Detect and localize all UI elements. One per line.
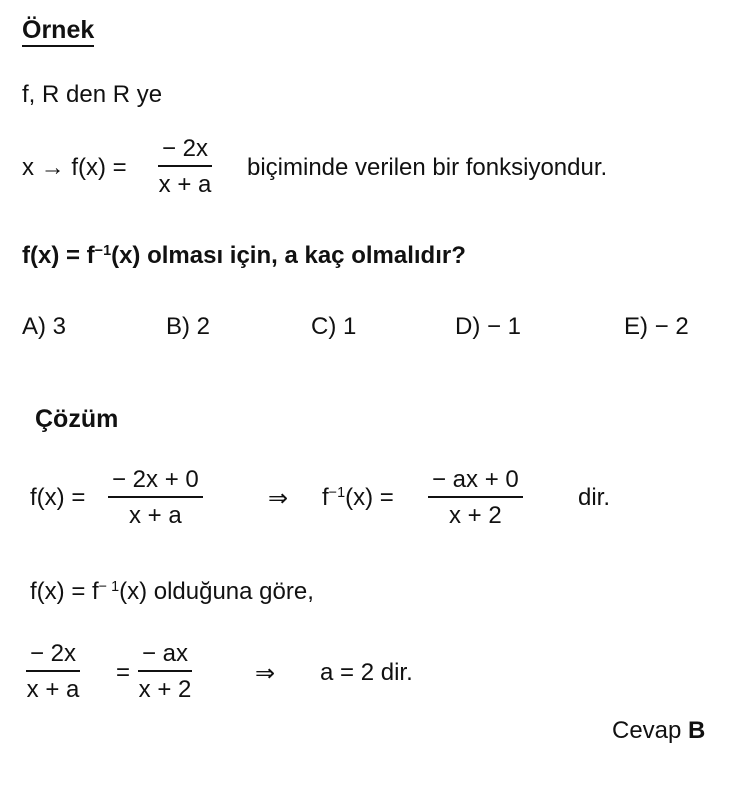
- solution-title: Çözüm: [35, 405, 119, 433]
- option-a[interactable]: A) 3: [22, 313, 67, 340]
- solution-line-2: $f(x) = f^{- 1}(x)$ olduğuna göre,: [30, 578, 314, 605]
- implies-arrow-1: ⇒: [268, 485, 289, 512]
- implies-arrow-2: ⇒: [255, 660, 276, 687]
- answer-label: Cevap B: [612, 717, 706, 744]
- solution-result: a = 2 dir.: [320, 659, 413, 686]
- option-b[interactable]: B) 2: [166, 313, 211, 340]
- answer-letter: B: [688, 717, 706, 744]
- solution-fraction-2: $\frac{- ax + 0}{x + 2}$: [428, 466, 523, 530]
- solution-finv: $f^{-1}(x)$ =: [322, 484, 394, 511]
- solution-fraction-4: $\frac{- ax}{x + 2}$: [138, 640, 192, 703]
- option-d[interactable]: D) − 1: [455, 313, 522, 340]
- option-e[interactable]: E) − 2: [624, 313, 689, 340]
- mapping-prefix: x → f(x) =: [22, 154, 127, 181]
- solution-fraction-1: $\frac{- 2x + 0}{x + a}$: [108, 466, 203, 530]
- example-line-1: f, R den R ye: [22, 81, 163, 108]
- equals-sign: =: [116, 659, 131, 686]
- option-c[interactable]: C) 1: [311, 313, 357, 340]
- mapping-numerator: − 2x: [158, 135, 212, 167]
- mapping-denominator: x + a: [158, 171, 212, 198]
- question-text: $f(x) = f^{-1}(x)$ olması için, a kaç olmalıdır?: [22, 242, 466, 269]
- solution-fx: f(x) =: [30, 484, 86, 511]
- solution-dir-1: dir.: [578, 484, 611, 511]
- mapping-suffix: biçiminde verilen bir fonksiyondur.: [247, 154, 608, 181]
- solution-fraction-3: $\frac{- 2x}{x + a}$: [26, 640, 80, 703]
- example-title: Örnek: [22, 16, 94, 45]
- mapping-fraction: [158, 135, 212, 199]
